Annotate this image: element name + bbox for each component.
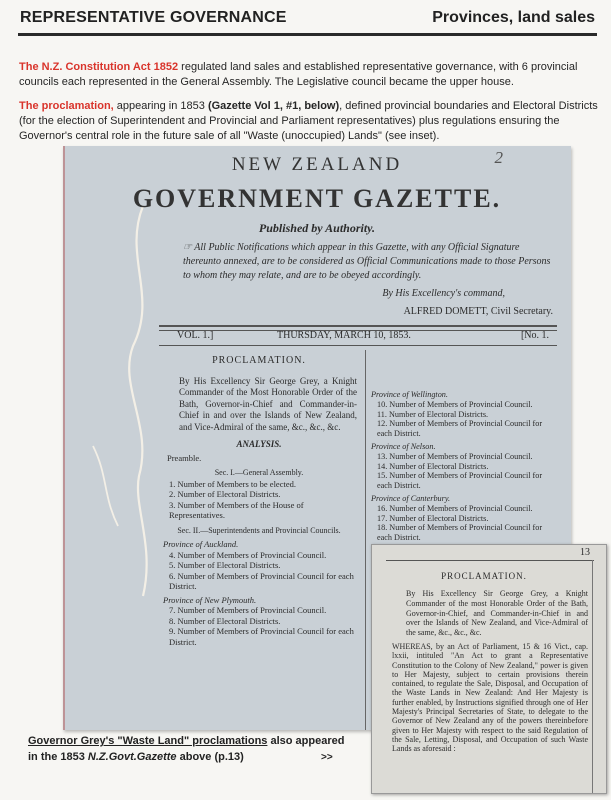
gazette-command: By His Excellency's command, bbox=[382, 288, 505, 299]
inset-page-number: 13 bbox=[580, 547, 590, 558]
arrow-pointer: >> bbox=[321, 752, 333, 763]
footer-rest: also appeared bbox=[267, 735, 345, 747]
proclamation-text-a: appearing in 1853 bbox=[113, 100, 208, 112]
proclamation-text-b: , defined provincial boundaries and Electoral Districts (for the election of Superintendent and Provincial and Parliament representatives) plus regulations ensuring the Governor's central role in the future sale of all "Waste (unoccupied) Lands" (see inset). bbox=[19, 100, 598, 142]
proclamation-lead: The proclamation, bbox=[19, 100, 114, 112]
list-item: 6. Number of Members of Provincial Council for each District. bbox=[169, 570, 354, 591]
footer-caption-line1 bbox=[28, 735, 344, 747]
gazette-country: NEW ZEALAND bbox=[231, 154, 403, 175]
gazette-right-column bbox=[369, 390, 557, 556]
province-heading: Province of Auckland. bbox=[163, 539, 239, 549]
list-item: 16. Number of Members of Provincial Council. bbox=[377, 503, 533, 513]
proclamation-heading: PROCLAMATION. bbox=[212, 355, 306, 366]
list-item: 7. Number of Members of Provincial Council. bbox=[169, 605, 327, 615]
gazette-date: THURSDAY, MARCH 10, 1853. bbox=[277, 330, 411, 341]
gazette-number: [No. 1. bbox=[520, 330, 549, 341]
intro-paragraph-proclamation bbox=[19, 99, 599, 144]
list-item: 4. Number of Members of Provincial Council. bbox=[169, 549, 327, 560]
analysis-heading: ANALYSIS. bbox=[236, 439, 282, 449]
list-item: 13. Number of Members of Provincial Council. bbox=[377, 451, 533, 461]
footer-caption-line2 bbox=[28, 751, 244, 763]
inset-proclamation-heading: PROCLAMATION. bbox=[441, 571, 527, 581]
gazette-title: GOVERNMENT GAZETTE. bbox=[132, 184, 502, 213]
page-subtitle: Provinces, land sales bbox=[432, 9, 595, 26]
inset-column-rule bbox=[592, 560, 593, 793]
list-item: 9. Number of Members of Provincial Council for each District. bbox=[169, 626, 354, 647]
header-divider bbox=[18, 33, 597, 36]
preamble-label: Preamble. bbox=[167, 452, 202, 463]
section-heading: Sec. I.—General Assembly. bbox=[214, 468, 304, 477]
inset-top-rule bbox=[386, 560, 594, 561]
gazette-authority: Published by Authority. bbox=[258, 221, 376, 235]
constitution-act-text: regulated land sales and established representative governance, with 6 provincial councils each represented in the General Assembly. The Legislative council became the upper house. bbox=[19, 61, 578, 88]
proclamation-intro: By His Excellency Sir George Grey, a Knight Commander of the Most Honorable Order of the Bath, Governor-in-Chief and Commander-in-Chief in and over the Islands of New Zealand, and Vice-Admiral of the same, &c., &c., &c. bbox=[179, 375, 357, 432]
footer-line2-a: in the 1853 bbox=[28, 751, 88, 763]
page-title: REPRESENTATIVE GOVERNANCE bbox=[20, 9, 287, 26]
inset-proclamation-intro: By His Excellency Sir George Grey, a Knight Commander of the most Honorable Order of the Bath, Governor-in-Chief, and Commander-in-Chief in and over the Islands of New Zealand, and Vice-Admiral of the same, &c., &c., &c. bbox=[406, 589, 588, 638]
province-heading: Province of New Plymouth. bbox=[163, 594, 257, 605]
province-heading: Province of Wellington. bbox=[371, 390, 448, 399]
footer-underlined: Governor Grey's "Waste Land" proclamations bbox=[28, 735, 268, 747]
constitution-act-lead: The N.Z. Constitution Act 1852 bbox=[19, 61, 179, 73]
gazette-reference: (Gazette Vol 1, #1, below) bbox=[207, 100, 340, 112]
list-item: 18. Number of Members of Provincial Council for each District. bbox=[377, 523, 543, 543]
province-heading: Province of Canterbury. bbox=[371, 493, 451, 503]
list-item: 14. Number of Electoral Districts. bbox=[377, 461, 489, 471]
dateline-rule bbox=[159, 345, 557, 346]
footer-line2-b: above (p.13) bbox=[176, 751, 244, 763]
list-item: 17. Number of Electoral Districts. bbox=[377, 513, 489, 523]
inset-proclamation-body: WHEREAS, by an Act of Parliament, 15 & 16 Vict., cap. lxxii, intituled "An Act to grant a Representative Constitution to the Colony of New Zealand," power is given to Her Majesty, subject to certain provisions therein contained, to regulate the Sale, Disposal, and Occupation of the Waste Lands in New Zealand: And Her Majesty is further enabled, by Instructions signified through one of Her Majesty's Principal Secretaries of State, to delegate to the Governor of New Zealand any of the powers thereinbefore given to Her Majesty with respect to the said Regulation of the Sale, Letting, Disposal, and Occupation of such Waste Lands as aforesaid : bbox=[392, 642, 588, 754]
section-heading: Sec. II.—Superintendents and Provincial Councils. bbox=[177, 525, 341, 535]
intro-paragraph-constitution bbox=[19, 60, 599, 90]
footer-gazette-name: N.Z.Govt.Gazette bbox=[87, 751, 177, 763]
list-item: 15. Number of Members of Provincial Council for each District. bbox=[377, 471, 543, 491]
list-item: 8. Number of Electoral Districts. bbox=[169, 615, 281, 626]
gazette-volume: VOL. 1.] bbox=[177, 330, 214, 341]
column-divider bbox=[365, 350, 366, 730]
gazette-notice: ☞ All Public Notifications which appear in this Gazette, with any Official Signature thereunto annexed, are to be considered as Official Communications made to those Persons to whom they may relate, and are to be obeyed accordingly. bbox=[183, 242, 551, 281]
list-item: 5. Number of Electoral Districts. bbox=[169, 560, 281, 570]
list-item: 12. Number of Members of Provincial Council for each District. bbox=[377, 419, 543, 439]
list-item: 1. Number of Members to be elected. bbox=[169, 478, 296, 489]
gazette-left-column bbox=[161, 350, 357, 647]
list-item: 10. Number of Members of Provincial Council. bbox=[377, 399, 533, 409]
inset-page-image bbox=[371, 544, 607, 794]
province-heading: Province of Nelson. bbox=[371, 441, 436, 451]
handwritten-mark: 2 bbox=[494, 148, 503, 167]
list-item: 11. Number of Electoral Districts. bbox=[377, 409, 489, 419]
list-item: 2. Number of Electoral Districts. bbox=[169, 489, 281, 499]
list-item: 3. Number of Members of the House of Representatives. bbox=[169, 499, 304, 520]
gazette-secretary: ALFRED DOMETT, Civil Secretary. bbox=[403, 306, 553, 317]
